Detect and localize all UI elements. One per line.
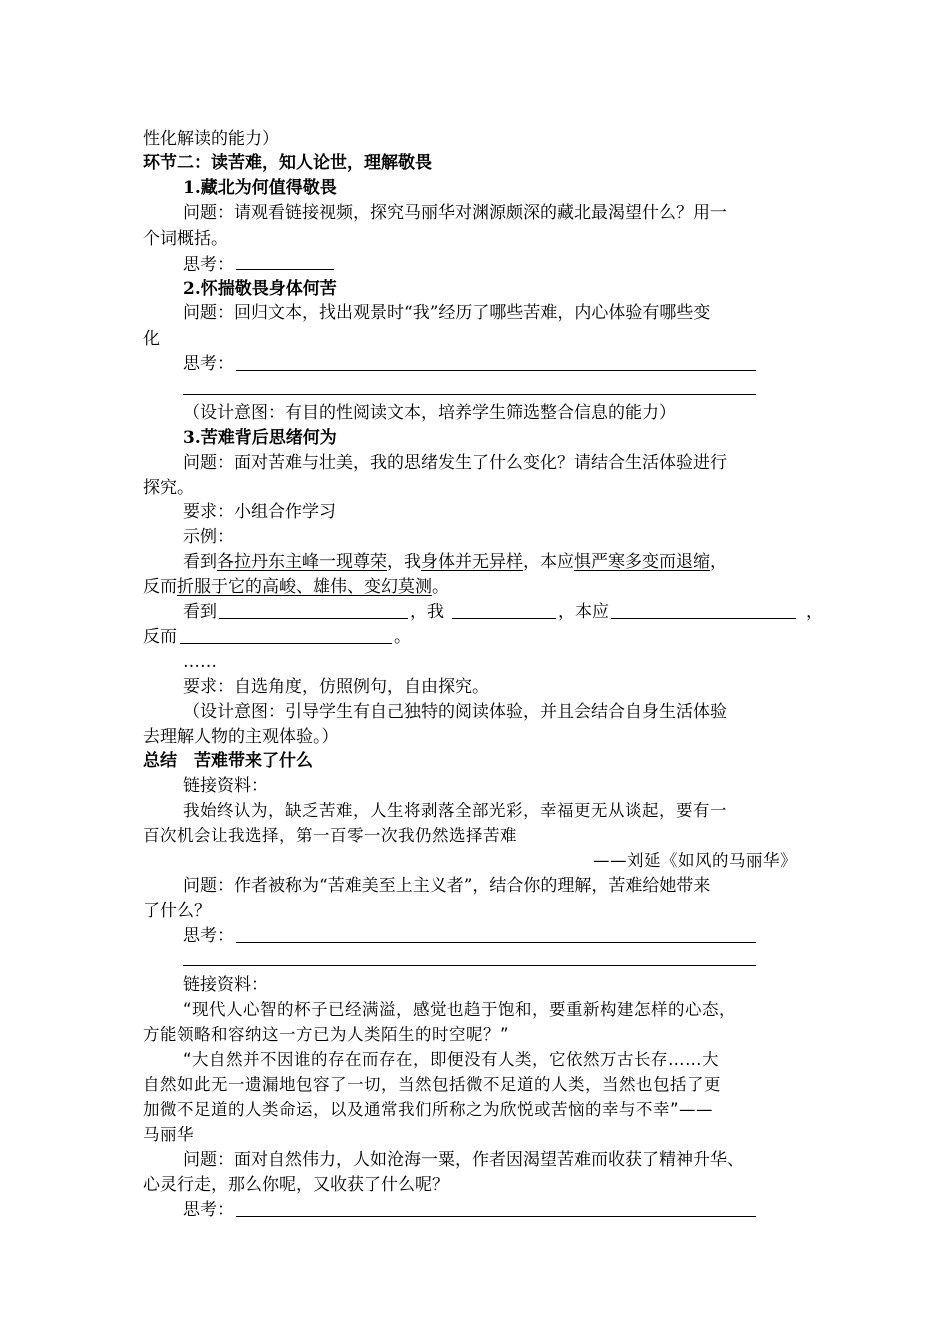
fill-see-label: 看到 xyxy=(183,602,217,622)
think2-label: 思考： xyxy=(183,1200,234,1220)
example-text: ， xyxy=(710,552,727,572)
link1-label: 链接资料： xyxy=(183,776,268,796)
q3-requirement-2: 要求：自选角度，仿照例句，自由探究。 xyxy=(183,677,489,697)
example-underlined-text: 各拉丹东主峰一现尊荣 xyxy=(217,552,387,572)
quote1-source: ——刘延《如风的马丽华》 xyxy=(593,851,797,870)
q1-think-label: 思考： xyxy=(183,255,234,275)
summary-question-line1: 问题：作者被称为“苦难美至上主义者”，结合你的理解，苦难给她带来 xyxy=(183,876,711,896)
q2-question-line1: 问题：回归文本，找出观景时“我”经历了哪些苦难，内心体验有哪些变 xyxy=(183,303,711,323)
q2-answer-line-1[interactable] xyxy=(236,370,756,371)
quote2-line2: 方能领略和容纳这一方已为人类陌生的时空呢？” xyxy=(143,1025,510,1044)
example-text: ，本应 xyxy=(523,552,574,572)
quote1-line1: 我始终认为，缺乏苦难，人生将剥落全部光彩，幸福更无从谈起，要有一 xyxy=(183,801,727,820)
q1-title: 1.藏北为何值得敬畏 xyxy=(183,178,337,198)
quote1-line2: 百次机会让我选择，第一百零一次我仍然选择苦难 xyxy=(143,826,517,845)
fill-blank-should[interactable] xyxy=(611,618,796,619)
q2-title: 2.怀揣敬畏身体何苦 xyxy=(183,279,337,299)
q3-example-line2 xyxy=(143,576,449,598)
quote3-line4: 马丽华 xyxy=(143,1125,194,1144)
q3-title: 3.苦难背后思绪何为 xyxy=(183,428,337,448)
think1-answer-line-1[interactable] xyxy=(236,942,756,943)
q3-question-line1: 问题：面对苦难与壮美，我的思绪发生了什么变化？请结合生活体验进行 xyxy=(183,453,727,473)
q3-question-line2: 探究。 xyxy=(143,478,194,498)
q2-think-label: 思考： xyxy=(183,354,234,374)
q3-example-line1 xyxy=(183,551,727,573)
fill-instead-label: 反而 xyxy=(143,627,177,647)
think1-label: 思考： xyxy=(183,926,234,946)
example-underlined-text: 折服于它的高峻、雄伟、变幻莫测 xyxy=(177,577,432,597)
quote2-line1: “现代人心智的杯子已经满溢，感觉也趋于饱和，要重新构建怎样的心态， xyxy=(183,1000,737,1019)
example-text: 看到 xyxy=(183,552,217,572)
ellipsis: …… xyxy=(183,652,217,672)
fill-blank-see[interactable] xyxy=(219,618,408,619)
quote3-line1: “大自然并不因谁的存在而存在，即便没有人类，它依然万古长存……大 xyxy=(183,1050,720,1069)
q3-design-line1: （设计意图：引导学生有自己独特的阅读体验，并且会结合自身生活体验 xyxy=(183,702,727,722)
q2-design-intent: （设计意图：有目的性阅读文本，培养学生筛选整合信息的能力） xyxy=(183,403,676,423)
fill-blank-instead[interactable] xyxy=(180,643,392,644)
example-text: ，我 xyxy=(387,552,421,572)
think2-answer-line[interactable] xyxy=(236,1216,756,1217)
fill-period: 。 xyxy=(394,627,411,647)
section2-heading: 环节二：读苦难，知人论世，理解敬畏 xyxy=(143,153,432,173)
example-underlined-text: 身体并无异样 xyxy=(421,552,523,572)
summary-question2-line2: 心灵行走，那么你呢，又收获了什么呢？ xyxy=(143,1175,449,1195)
q3-example-label: 示例： xyxy=(183,527,234,547)
intro-tail: 性化解读的能力） xyxy=(143,129,279,149)
summary-question-line2: 了什么？ xyxy=(143,901,211,921)
summary-question2-line1: 问题：面对自然伟力，人如沧海一粟，作者因渴望苦难而收获了精神升华、 xyxy=(183,1150,744,1170)
q1-question-line1: 问题：请观看链接视频，探究马丽华对渊源颇深的藏北最渴望什么？用一 xyxy=(183,203,727,223)
quote3-line2: 自然如此无一遗漏地包容了一切，当然包括微不足道的人类，当然也包括了更 xyxy=(143,1075,721,1094)
q1-answer-blank[interactable] xyxy=(236,269,334,270)
think1-answer-line-2[interactable] xyxy=(183,965,756,966)
quote3-line3: 加微不足道的人类命运，以及通常我们所称之为欣悦或苦恼的幸与不幸”—— xyxy=(143,1100,714,1119)
example-underlined-text: 惧严寒多变而退缩 xyxy=(574,552,710,572)
fill-comma: ， xyxy=(806,602,823,622)
summary-heading: 总结 苦难带来了什么 xyxy=(143,751,313,771)
q2-answer-line-2[interactable] xyxy=(183,394,756,395)
link2-label: 链接资料： xyxy=(183,975,268,995)
fill-blank-i[interactable] xyxy=(452,618,556,619)
fill-i-label: ，我 xyxy=(410,602,444,622)
fill-should-label: ，本应 xyxy=(558,602,609,622)
example-text: 。 xyxy=(432,577,449,597)
q2-question-line2: 化 xyxy=(143,329,160,349)
q1-question-line2: 个词概括。 xyxy=(143,229,228,249)
q3-design-line2: 去理解人物的主观体验。） xyxy=(143,727,339,747)
q3-requirement-1: 要求：小组合作学习 xyxy=(183,502,336,522)
example-text: 反而 xyxy=(143,577,177,597)
